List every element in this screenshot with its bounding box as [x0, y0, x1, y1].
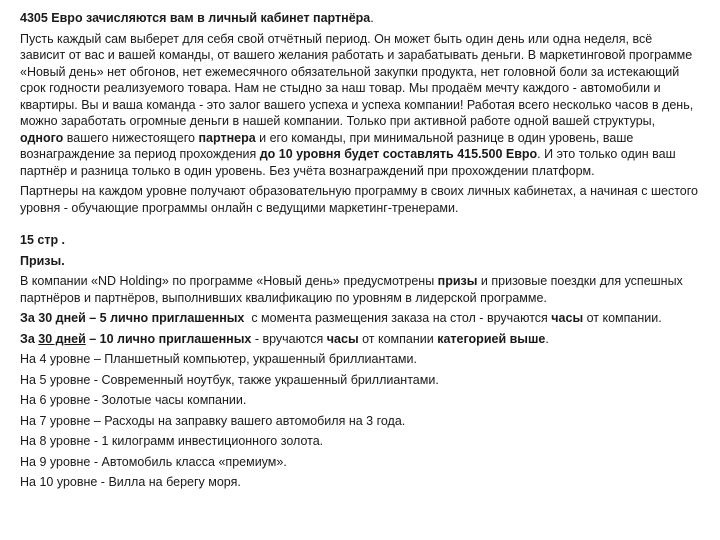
bold-span: партнера [198, 130, 256, 145]
level-prize-item: На 6 уровне - Золотые часы компании. [20, 393, 247, 407]
prize-condition-5-invited [20, 310, 700, 327]
prize-condition-10-invited [20, 331, 700, 348]
text-span: В компании «ND Holding» по программе «Новый день» предусмотрены [20, 274, 438, 288]
text-span: от компании [358, 331, 438, 346]
text-span: от компании. [583, 311, 662, 325]
body-paragraph-education: Партнеры на каждом уровне получают образовательную программу в своих личных кабинетах, а начиная с шестого уровня - обучающие программы онлайн с ведущими маркетинг-тренерами. [20, 184, 698, 215]
bold-span: За 30 дней – 5 лично приглашенных [20, 311, 245, 325]
body-paragraph-prizes [20, 273, 700, 306]
level-prize-item: На 5 уровне - Современный ноутбук, также украшенный бриллиантами. [20, 372, 439, 387]
spacer [20, 220, 700, 232]
page-label-text: 15 стр . [20, 233, 66, 247]
prizes-heading-text: Призы. [20, 253, 65, 268]
text-span: с момента размещения заказа на стол - вручаются [244, 311, 552, 325]
bold-span: категорией выше [437, 331, 546, 346]
heading-period: . [370, 11, 374, 25]
text-span: и призовые поездки для успешных партнёров и партнёров, выполнивших квалификацию по уровням в лидерской программе. [20, 274, 683, 305]
bold-span: За [20, 331, 39, 346]
text-span: . И это только один ваш партнёр и разница только в один уровень. Без учёта вознаграждений при прохождении платформ. [20, 147, 676, 178]
level-prize-item: На 8 уровне - 1 килограмм инвестиционного золота. [20, 434, 324, 448]
heading-paragraph [20, 10, 700, 27]
text-span: Пусть каждый сам выберет для себя свой отчётный период. Он может быть один день или одна неделя, всё зависит от вас и вашей команды, от вашего желания работать и зарабатывать деньги. В маркетинговой программе «Новый день» нет обгонов, нет ежемесячного обязательной закупки продукта, нет головной боли за истекающий срок годности реализуемого товара. Нам не стыдно за наш товар. Мы продаём мечту каждого - автомобили и квартиры. Вы и ваша команда - это залог вашего успеха и успеха компании! Работая всего несколько часов в день, можно заработать огромные деньги в нашей компании. Только при активной работе одной вашей структуры, [20, 31, 694, 128]
level-prize-item: На 4 уровне – Планшетный компьютер, украшенный бриллиантами. [20, 352, 417, 366]
text-span: - вручаются [251, 331, 327, 346]
text-span: вашего нижестоящего [63, 130, 199, 145]
bold-span: одного [20, 130, 64, 145]
text-span: и его команды, при минимальной разнице в один уровень, ваше вознаграждение за период прохождения [20, 130, 634, 161]
bold-span: часы [326, 331, 359, 346]
bold-span: призы [437, 274, 478, 288]
heading-text: 4305 Евро зачисляются вам в личный кабинет партнёра [20, 11, 371, 25]
bold-span: до 10 уровня будет составлять 415.500 Евро [259, 147, 538, 161]
underlined-span: 30 дней [38, 331, 86, 346]
level-prize-item: На 9 уровне - Автомобиль класса «премиум». [20, 454, 287, 469]
document-page [20, 10, 700, 495]
prizes-heading [20, 253, 700, 270]
page-label [20, 232, 700, 249]
bold-span: – 10 лично приглашенных [85, 331, 252, 346]
bold-span: часы [551, 311, 584, 325]
body-paragraph-reporting-period [20, 31, 700, 180]
level-prize-item: На 10 уровне - Вилла на берегу моря. [20, 475, 241, 489]
level-prize-item: На 7 уровне – Расходы на заправку вашего автомобиля на 3 года. [20, 413, 406, 428]
text-span: . [545, 331, 549, 346]
